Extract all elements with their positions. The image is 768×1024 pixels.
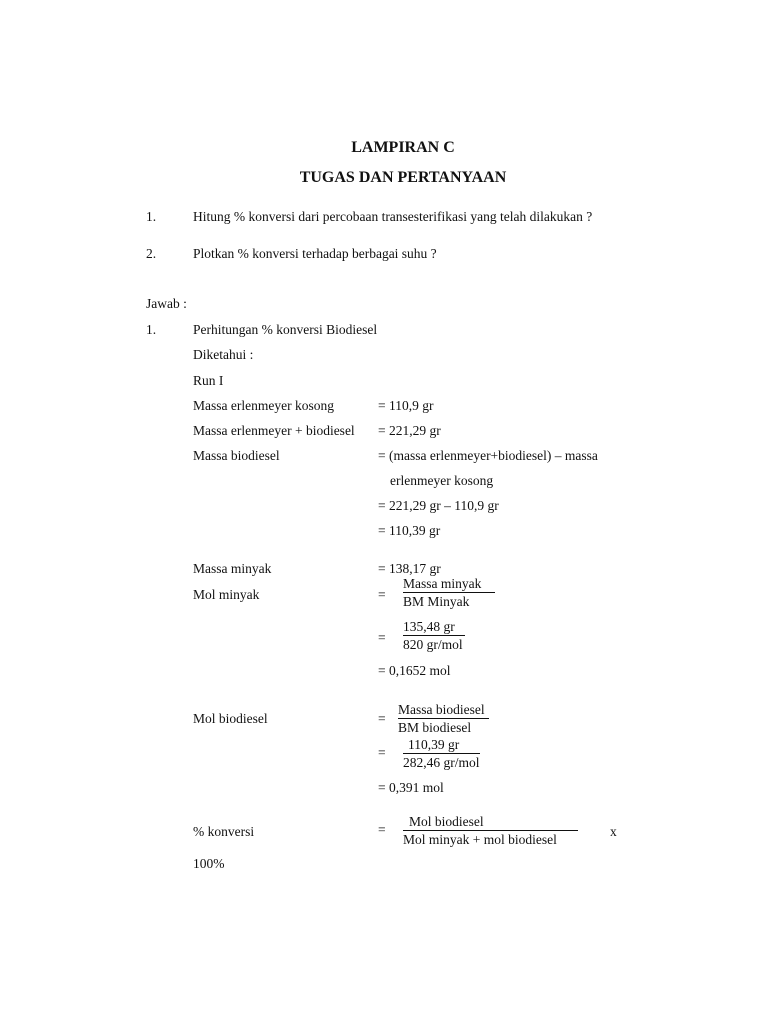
row-value: = 138,17 gr (378, 561, 441, 576)
row-value: = 221,29 gr – 110,9 gr (378, 498, 499, 513)
row-value: 100% (193, 856, 225, 871)
page-title: LAMPIRAN C (351, 139, 455, 156)
fraction-numerator: Massa biodiesel (398, 703, 489, 719)
row-label: Massa biodiesel (193, 448, 280, 463)
question-number: 1. (146, 209, 157, 224)
question-text: Hitung % konversi dari percobaan transesterifikasi yang telah dilakukan ? (193, 209, 593, 224)
fraction-numerator: 110,39 gr (403, 738, 480, 754)
fraction (403, 577, 495, 609)
fraction-denominator: 820 gr/mol (403, 637, 463, 653)
row-value: erlenmeyer kosong (390, 473, 494, 488)
answer-label: Jawab : (146, 296, 187, 311)
answer-number: 1. (146, 322, 157, 337)
row-value: = 110,39 gr (378, 523, 441, 538)
row-label: Mol minyak (193, 587, 260, 602)
fraction-denominator: Mol minyak + mol biodiesel (403, 832, 557, 848)
row-label: Massa minyak (193, 561, 272, 576)
row-value: = 221,29 gr (378, 423, 441, 438)
fraction-numerator: 135,48 gr (403, 620, 465, 636)
row-value: = 110,9 gr (378, 398, 434, 413)
run-label: Run I (193, 373, 224, 388)
fraction-denominator: BM Minyak (403, 594, 470, 610)
fraction-numerator: Massa minyak (403, 577, 495, 593)
known-label: Diketahui : (193, 347, 254, 362)
row-label: Massa erlenmeyer kosong (193, 398, 334, 413)
equals-sign: = (378, 745, 386, 760)
equals-sign: = (378, 630, 386, 645)
fraction (403, 738, 480, 770)
row-label: % konversi (193, 824, 255, 839)
row-value: = 0,1652 mol (378, 663, 451, 678)
fraction-denominator: BM biodiesel (398, 720, 472, 736)
row-value: = 0,391 mol (378, 780, 444, 795)
page-subtitle: TUGAS DAN PERTANYAAN (299, 169, 507, 186)
fraction-numerator: Mol biodiesel (403, 815, 578, 831)
row-label: Massa erlenmeyer + biodiesel (193, 423, 355, 438)
fraction (398, 703, 489, 735)
row-value: = (massa erlenmeyer+biodiesel) – massa (378, 448, 598, 463)
fraction (403, 815, 578, 847)
fraction (403, 620, 465, 652)
equals-sign: = (378, 587, 386, 602)
question-text: Plotkan % konversi terhadap berbagai suhu ? (193, 246, 437, 261)
answer-heading: Perhitungan % konversi Biodiesel (193, 322, 378, 337)
fraction-denominator: 282,46 gr/mol (403, 755, 480, 771)
equals-sign: = (378, 711, 386, 726)
question-number: 2. (146, 246, 157, 261)
row-label: Mol biodiesel (193, 711, 268, 726)
multiply-sign: x (610, 824, 617, 839)
equals-sign: = (378, 822, 386, 837)
